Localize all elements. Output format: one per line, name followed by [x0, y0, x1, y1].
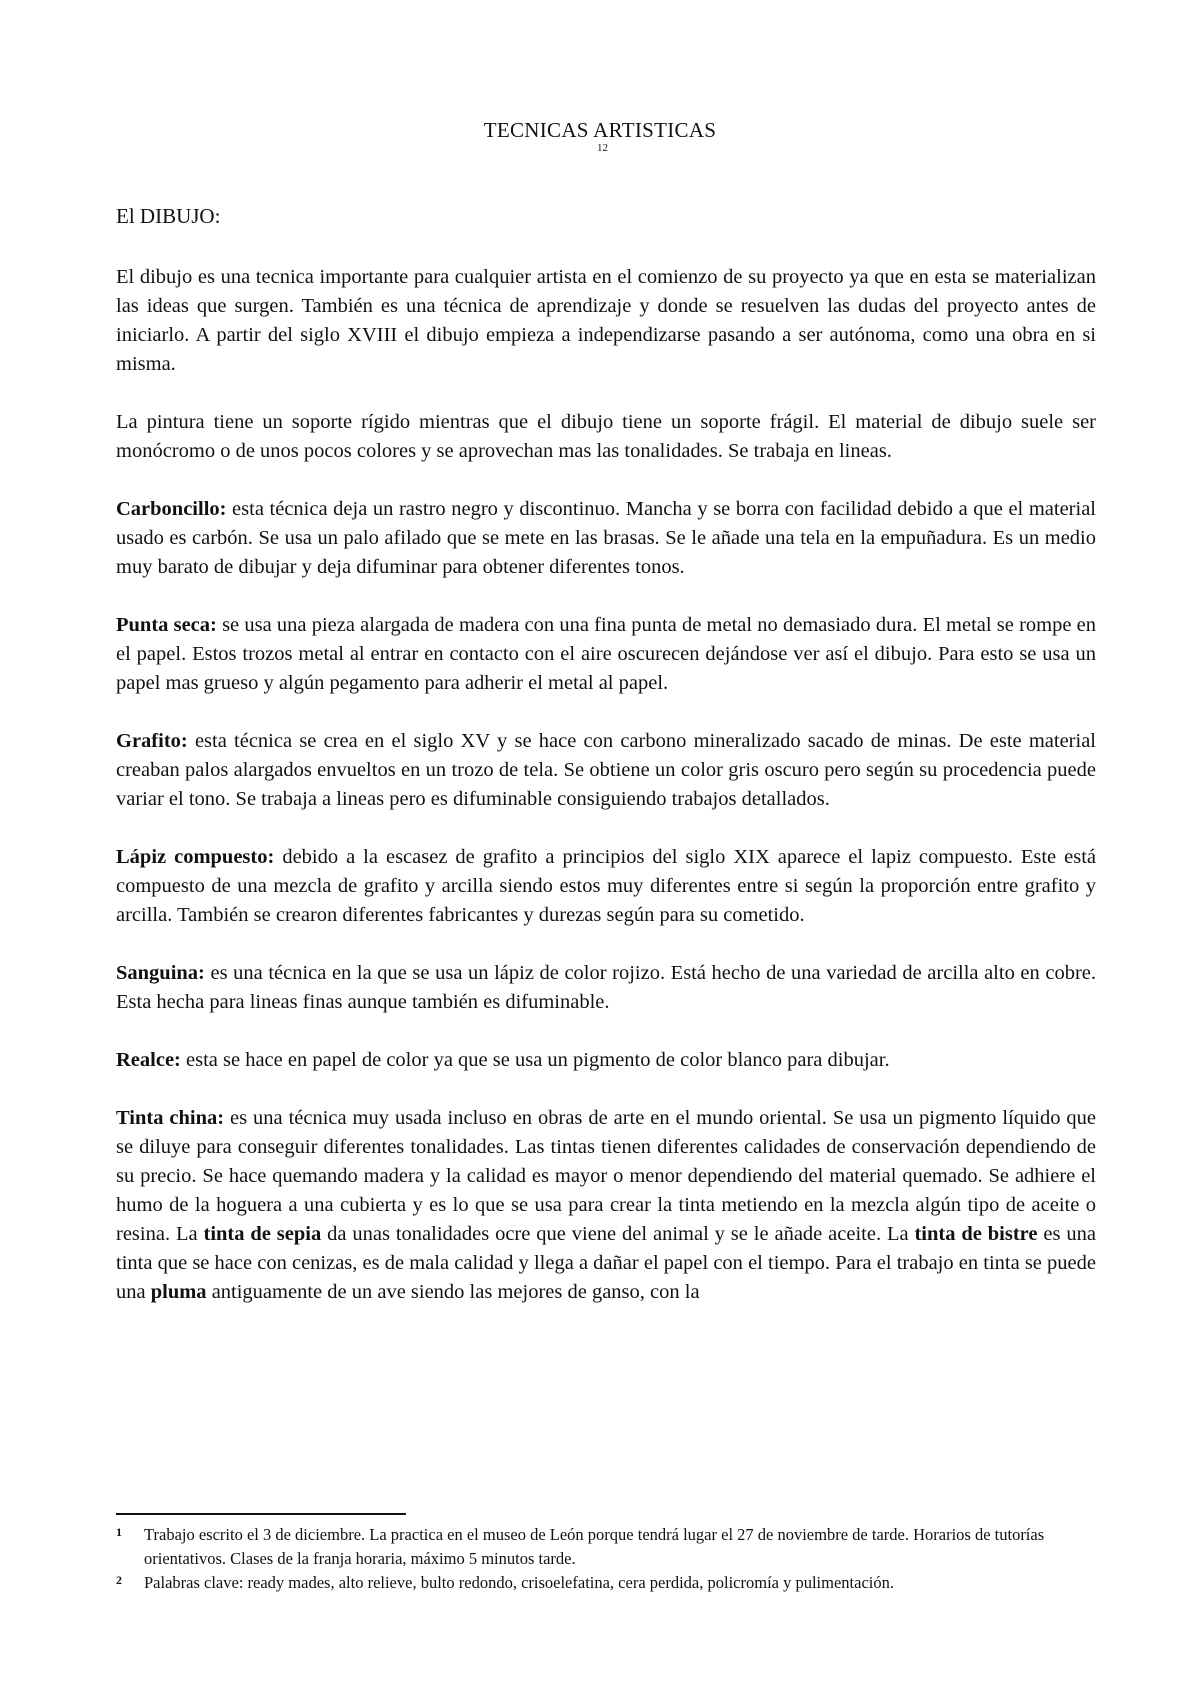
term-heading: Punta seca:: [116, 614, 217, 636]
footnote: [116, 1523, 1096, 1571]
term-heading: Sanguina:: [116, 962, 205, 984]
footnote-number: 2: [116, 1573, 122, 1587]
paragraph-text: es una técnica en la que se usa un lápiz de color rojizo. Está hecho de una variedad de arcilla alto en cobre. Esta hecha para lineas finas aunque también es difuminable.: [116, 962, 1096, 1013]
section-heading: El DIBUJO:: [116, 204, 221, 228]
paragraph-text: es una tinta que se hace con cenizas, es de mala calidad y llega a dañar el papel con el tiempo. Para el trabajo en tinta se puede una: [116, 1223, 1096, 1303]
title-wrap: [0, 118, 1200, 143]
paragraph-text: debido a la escasez de grafito a principios del siglo XIX aparece el lapiz compuesto. Este está compuesto de una mezcla de grafito y arcilla siendo estos muy diferentes entre si según la proporción entre grafito y arcilla. También se crearon diferentes fabricantes y durezas según para su cometido.: [116, 846, 1097, 926]
paragraph-text: es una técnica muy usada incluso en obras de arte en el mundo oriental. Se usa un pigmento líquido que se diluye para conseguir diferentes tonalidades. Las tintas tienen diferentes calidades de conservación dependiendo de su precio. Se hace quemando madera y la calidad es mayor o menor dependiendo del material quemado. Se adhiere el humo de la hoguera a una cubierta y es lo que se usa para crear la tinta metiendo en la mezcla algún tipo de aceite o resina. La: [116, 1107, 1096, 1245]
term-heading: Realce:: [116, 1049, 181, 1071]
paragraph-tinta-china: [116, 1104, 1096, 1307]
document-title: TECNICAS ARTISTICAS: [483, 118, 717, 142]
paragraph: [116, 611, 1096, 698]
title-footnote-ref: 12: [597, 142, 608, 154]
paragraph-text: esta se hace en papel de color ya que se usa un pigmento de color blanco para dibujar.: [180, 1049, 890, 1071]
bold-term: pluma: [150, 1281, 207, 1303]
term-heading: Grafito:: [116, 730, 188, 752]
paragraph-text: esta técnica deja un rastro negro y discontinuo. Mancha y se borra con facilidad debido a que el material usado es carbón. Se usa un palo afilado que se mete en las brasas. Se le añade una tela en la empuñadura. Es un medio muy barato de dibujar y deja difuminar para obtener diferentes tonos.: [116, 498, 1096, 578]
paragraph-text: se usa una pieza alargada de madera con una fina punta de metal no demasiado dura. El metal se rompe en el papel. Estos trozos metal al entrar en contacto con el aire oscurecen dejándose ver así el dibujo. Para esto se usa un papel mas grueso y algún pegamento para adherir el metal al papel.: [116, 614, 1096, 694]
footnote-text: Trabajo escrito el 3 de diciembre. La practica en el museo de León porque tendrá lugar el 27 de noviembre de tarde. Horarios de tutorías orientativos. Clases de la franja horaria, máximo 5 minutos tarde.: [144, 1525, 1045, 1568]
footnote-separator: [116, 1513, 406, 1515]
paragraph: La pintura tiene un soporte rígido mientras que el dibujo tiene un soporte frágil. El material de dibujo suele ser monócromo o de unos pocos colores y se aprovechan mas las tonalidades. Se trabaja en lineas.: [116, 411, 1096, 462]
footnote-number: 1: [116, 1525, 122, 1539]
term-heading: Carboncillo:: [116, 498, 227, 520]
term-heading: Tinta china:: [116, 1107, 225, 1129]
paragraph: [116, 843, 1096, 930]
paragraph: [116, 727, 1096, 814]
body-text: [116, 263, 1096, 1336]
footnote: [116, 1571, 1096, 1595]
paragraph: [116, 959, 1096, 1017]
bold-term: tinta de sepia: [203, 1223, 322, 1245]
paragraph: [116, 1046, 1096, 1075]
paragraph: [116, 495, 1096, 582]
footnote-text: Palabras clave: ready mades, alto relieve, bulto redondo, crisoelefatina, cera perdida, policromía y pulimentación.: [144, 1573, 894, 1592]
bold-term: tinta de bistre: [914, 1223, 1038, 1245]
paragraph-text: esta técnica se crea en el siglo XV y se hace con carbono mineralizado sacado de minas. De este material creaban palos alargados envueltos en un trozo de tela. Se obtiene un color gris oscuro pero según su procedencia puede variar el tono. Se trabaja a lineas pero es difuminable consiguiendo trabajos detallados.: [116, 730, 1096, 810]
paragraph: El dibujo es una tecnica importante para cualquier artista en el comienzo de su proyecto ya que en esta se materializan las ideas que surgen. También es una técnica de aprendizaje y donde se resuelven las dudas del proyecto antes de iniciarlo. A partir del siglo XVIII el dibujo empieza a independizarse pasando a ser autónoma, como una obra en si misma.: [116, 266, 1096, 375]
footnotes: [116, 1523, 1096, 1595]
paragraph-text: da unas tonalidades ocre que viene del animal y se le añade aceite. La: [321, 1223, 915, 1245]
term-heading: Lápiz compuesto:: [116, 846, 275, 868]
paragraph-text: antiguamente de un ave siendo las mejores de ganso, con la: [206, 1281, 700, 1303]
